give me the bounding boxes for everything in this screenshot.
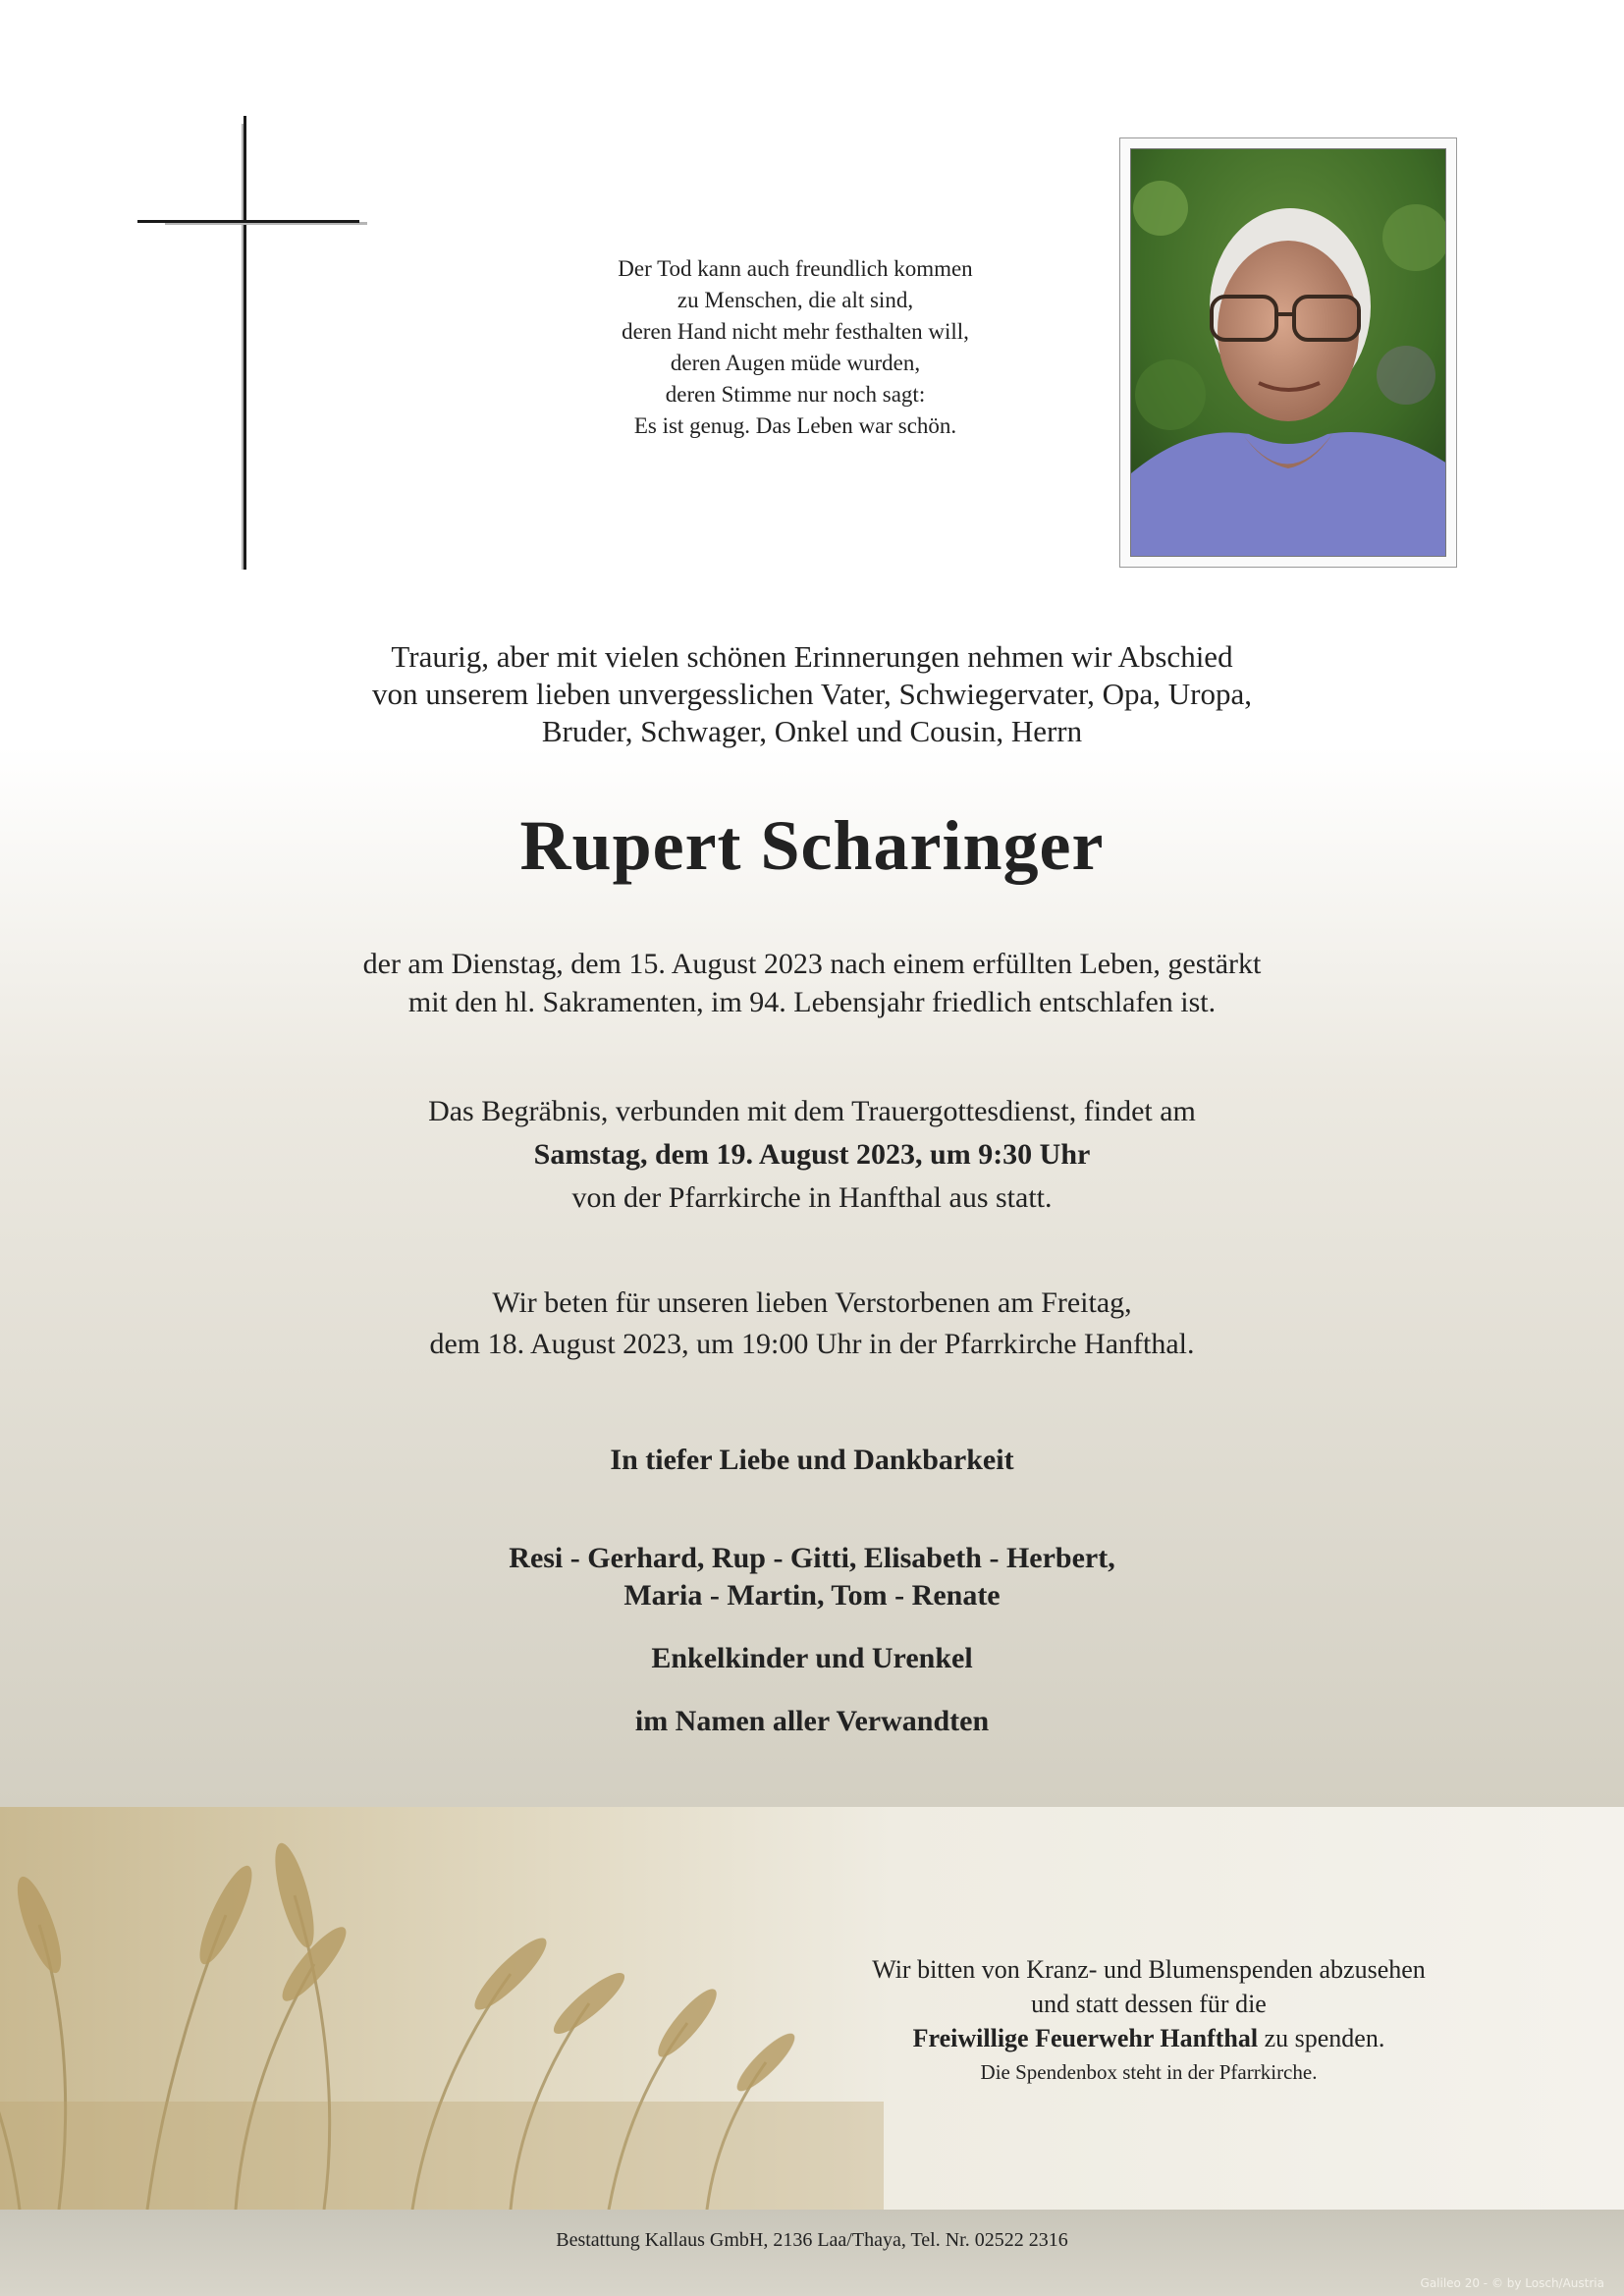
- poem-line: deren Stimme nur noch sagt:: [665, 382, 926, 407]
- death-line: mit den hl. Sakramenten, im 94. Lebensjahr friedlich entschlafen ist.: [407, 986, 1217, 1018]
- death-info: [0, 945, 1624, 1021]
- footer-band: [0, 2210, 1624, 2296]
- poem-line: Es ist genug. Das Leben war schön.: [633, 413, 957, 438]
- intro-line: Traurig, aber mit vielen schönen Erinnerungen nehmen wir Abschied: [391, 639, 1233, 674]
- family-line: Maria - Martin, Tom - Renate: [623, 1579, 1001, 1612]
- funeral-line: von der Pfarrkirche in Hanfthal aus statt.: [571, 1181, 1053, 1214]
- watermark: Galileo 20 - © by Losch/Austria: [1420, 2276, 1604, 2290]
- poem: [491, 253, 1100, 442]
- intro-line: von unserem lieben unvergesslichen Vater, Schwiegervater, Opa, Uropa,: [372, 677, 1252, 711]
- poem-line: Der Tod kann auch freundlich kommen: [618, 256, 973, 281]
- donation-note: Die Spendenbox steht in der Pfarrkirche.: [980, 2060, 1318, 2084]
- portrait-photo: [1130, 148, 1446, 557]
- closing-line: In tiefer Liebe und Dankbarkeit: [610, 1444, 1014, 1476]
- intro-line: Bruder, Schwager, Onkel und Cousin, Herrn: [541, 714, 1083, 748]
- prayer-line: dem 18. August 2023, um 19:00 Uhr in der Pfarrkirche Hanfthal.: [429, 1328, 1195, 1360]
- prayer-info: [0, 1283, 1624, 1365]
- grandchildren-line: Enkelkinder und Urenkel: [651, 1642, 973, 1674]
- funeral-info: [0, 1090, 1624, 1220]
- relatives-line: im Namen aller Verwandten: [634, 1705, 990, 1737]
- funeral-line: Das Begräbnis, verbunden mit dem Trauergottesdienst, findet am: [428, 1095, 1196, 1127]
- family-names: [0, 1540, 1624, 1614]
- deceased-name: Rupert Scharinger: [519, 806, 1105, 885]
- poem-line: deren Augen müde wurden,: [670, 351, 921, 375]
- death-line: der am Dienstag, dem 15. August 2023 nach einem erfüllten Leben, gestärkt: [362, 948, 1262, 980]
- funeral-date: Samstag, dem 19. August 2023, um 9:30 Uhr: [533, 1138, 1091, 1171]
- wheat-field-image: [0, 1807, 1624, 2210]
- cross-icon: [135, 116, 367, 570]
- donation-request: [785, 1952, 1512, 2089]
- donation-line: und statt dessen für die: [1031, 1990, 1267, 2018]
- intro-text: [0, 638, 1624, 750]
- portrait-frame: [1119, 137, 1457, 568]
- donation-organization: Freiwillige Feuerwehr Hanfthal: [912, 2024, 1259, 2052]
- family-line: Resi - Gerhard, Rup - Gitti, Elisabeth - Herbert,: [509, 1542, 1115, 1574]
- donation-line: Wir bitten von Kranz- und Blumenspenden abzusehen: [872, 1955, 1426, 1984]
- poem-line: zu Menschen, die alt sind,: [677, 288, 914, 312]
- poem-line: deren Hand nicht mehr festhalten will,: [622, 319, 969, 344]
- funeral-home-info: Bestattung Kallaus GmbH, 2136 Laa/Thaya, Tel. Nr. 02522 2316: [556, 2229, 1068, 2251]
- donation-suffix: zu spenden.: [1258, 2024, 1385, 2052]
- donation-org-line: [785, 2021, 1512, 2055]
- prayer-line: Wir beten für unseren lieben Verstorbenen am Freitag,: [492, 1286, 1132, 1319]
